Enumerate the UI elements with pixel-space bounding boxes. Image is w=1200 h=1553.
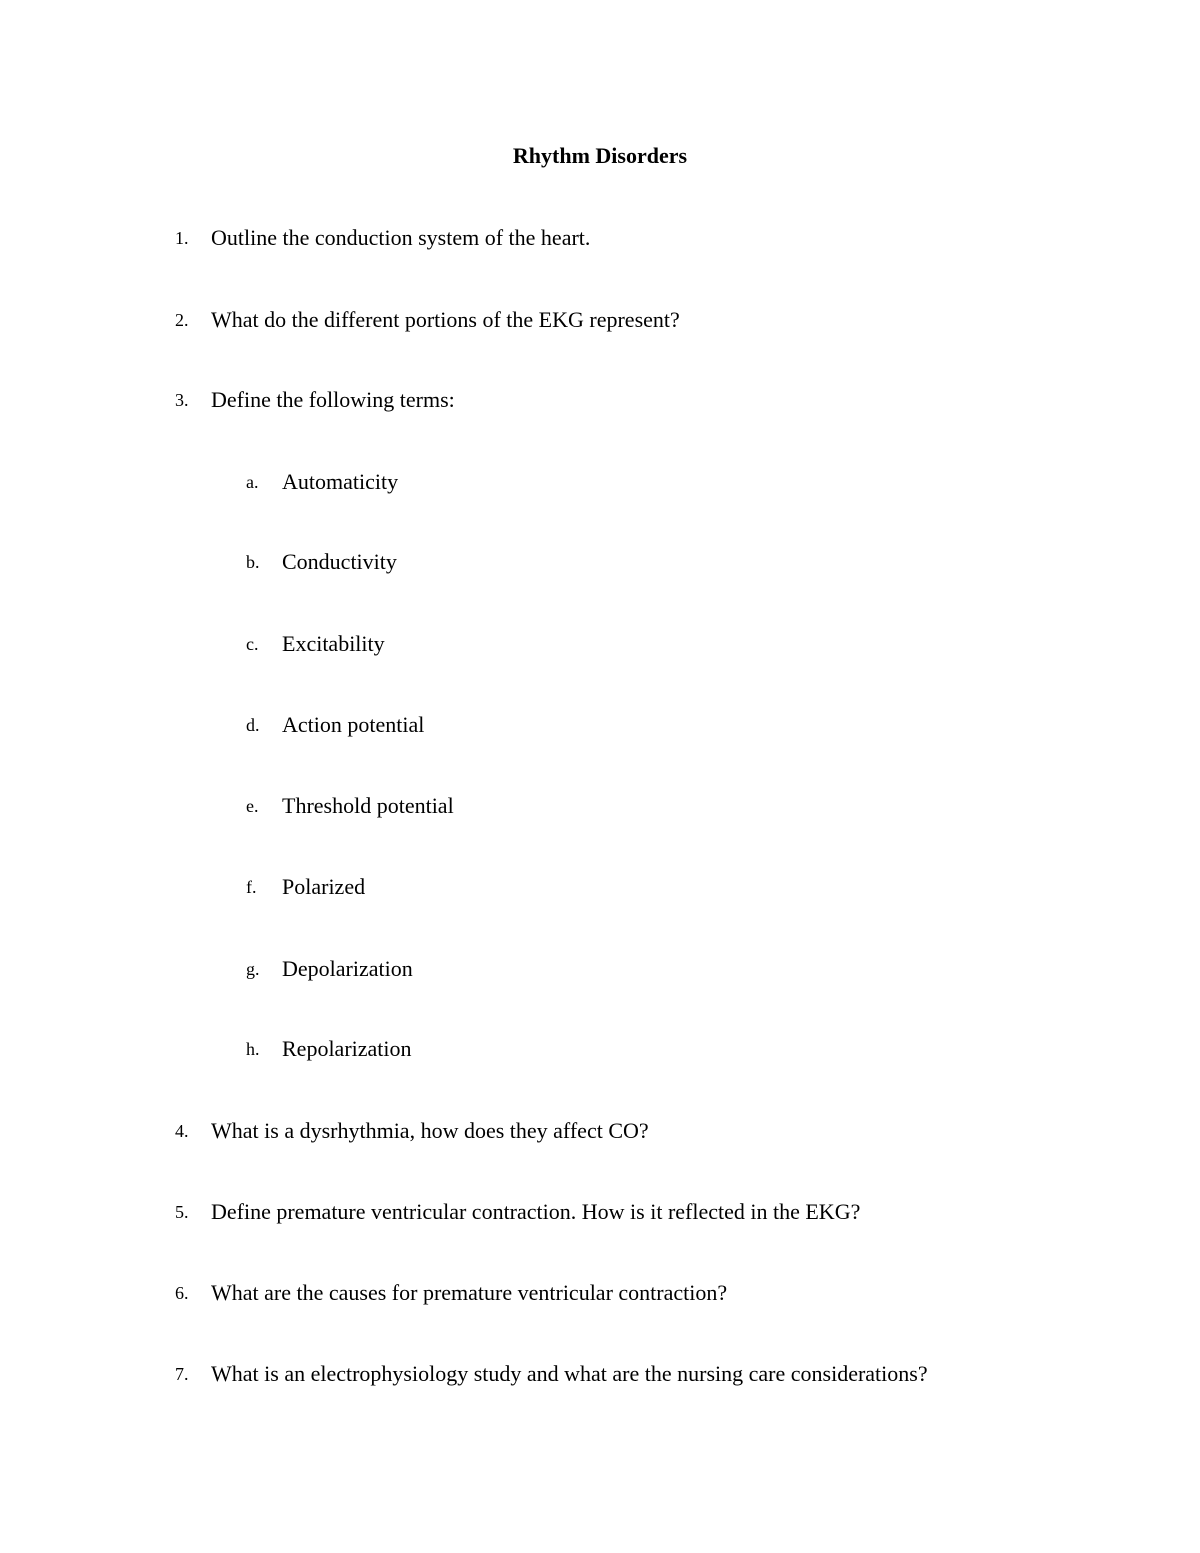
question-text: What are the causes for premature ventricular contraction? — [211, 1280, 728, 1305]
question-item — [0, 1198, 1200, 1226]
term-item — [0, 955, 1200, 983]
question-item — [0, 306, 1200, 334]
term-text: Conductivity — [282, 549, 397, 574]
term-item — [0, 792, 1200, 820]
term-text: Polarized — [282, 874, 366, 899]
question-number: 6. — [175, 1283, 189, 1303]
question-text: What is a dysrhythmia, how does they affect CO? — [211, 1118, 649, 1143]
term-item — [0, 548, 1200, 576]
term-letter: a. — [246, 472, 259, 492]
question-item — [0, 224, 1200, 252]
term-letter: d. — [246, 715, 260, 735]
term-item — [0, 630, 1200, 658]
term-text: Depolarization — [282, 956, 413, 981]
term-text: Repolarization — [282, 1036, 412, 1061]
term-item — [0, 468, 1200, 496]
question-item — [0, 386, 1200, 414]
term-letter: f. — [246, 877, 257, 897]
term-letter: c. — [246, 634, 259, 654]
question-text: What do the different portions of the EKG represent? — [211, 307, 680, 332]
question-number: 4. — [175, 1121, 189, 1141]
question-text: Define the following terms: — [211, 387, 455, 412]
question-text: Define premature ventricular contraction. How is it reflected in the EKG? — [211, 1199, 861, 1224]
term-text: Automaticity — [282, 469, 399, 494]
term-item — [0, 711, 1200, 739]
question-item — [0, 1360, 1200, 1388]
question-item — [0, 1279, 1200, 1307]
term-letter: g. — [246, 959, 260, 979]
term-text: Excitability — [282, 631, 385, 656]
question-text: What is an electrophysiology study and what are the nursing care considerations? — [211, 1361, 928, 1386]
question-number: 5. — [175, 1202, 189, 1222]
question-number: 1. — [175, 228, 189, 248]
term-letter: e. — [246, 796, 259, 816]
term-text: Threshold potential — [282, 793, 454, 818]
term-letter: b. — [246, 552, 260, 572]
term-letter: h. — [246, 1039, 260, 1059]
question-text: Outline the conduction system of the heart. — [211, 225, 591, 250]
term-item — [0, 1035, 1200, 1063]
term-item — [0, 873, 1200, 901]
page-title: Rhythm Disorders — [512, 143, 688, 168]
question-number: 3. — [175, 390, 189, 410]
term-text: Action potential — [282, 712, 425, 737]
question-number: 2. — [175, 310, 189, 330]
question-number: 7. — [175, 1364, 189, 1384]
question-item — [0, 1117, 1200, 1145]
